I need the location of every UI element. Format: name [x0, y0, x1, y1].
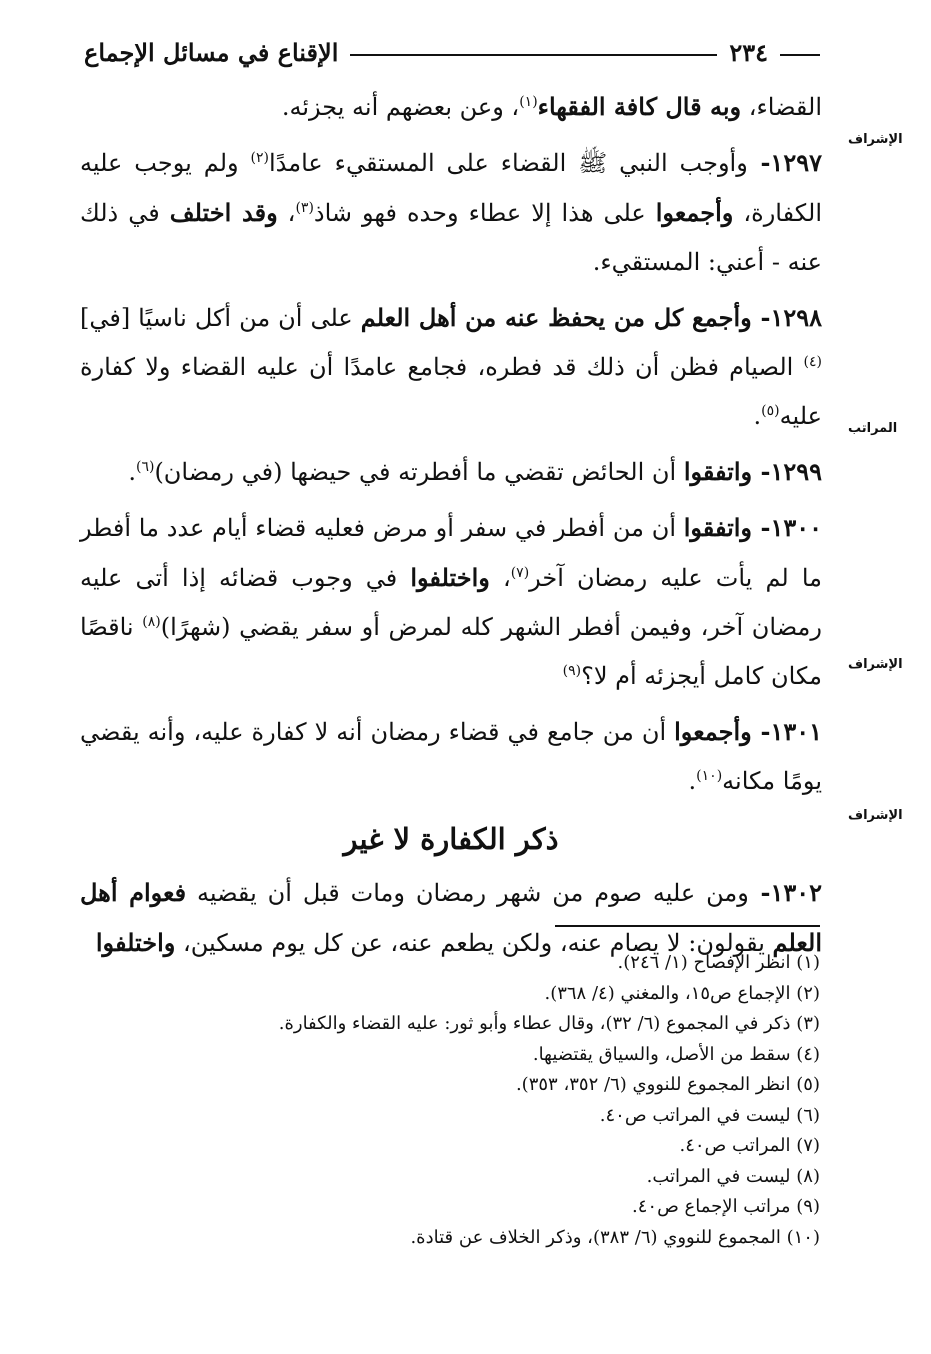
- running-header: [84, 34, 820, 70]
- footnote-ref: (٢): [250, 150, 269, 166]
- text-run: ومن عليه صوم من شهر رمضان ومات قبل أن يقضيه: [186, 879, 749, 907]
- footnote: (٧) المراتب ص٤٠.: [679, 1135, 820, 1156]
- text-run: الصيام فظن أن ذلك قد فطره، فجامع عامدًا أن عليه القضاء ولا كفارة عليه: [80, 353, 822, 430]
- footnote-ref: (١): [519, 94, 538, 110]
- header-lead-rule: [780, 54, 820, 56]
- footnote: (٤) سقط من الأصل، والسياق يقتضيها.: [532, 1043, 820, 1065]
- main-text: [80, 82, 822, 974]
- issue-number: ١٣٠٢-: [748, 878, 822, 907]
- footnote-ref: (٩): [562, 663, 582, 679]
- footnote-ref: (١٠): [696, 768, 723, 784]
- margin-label-1299: المراتب: [848, 421, 898, 436]
- bold-run: ١٣٠١- وأجمعوا: [674, 717, 822, 746]
- bold-run: واختلفوا: [410, 563, 490, 592]
- bold-run: واختلفوا: [95, 928, 176, 957]
- footnote: (٥) انظر المجموع للنووي (٦/ ٣٥٢، ٣٥٣).: [515, 1074, 820, 1095]
- text-run: على هذا إلا عطاء وحده فهو شاذ: [313, 199, 656, 227]
- footnotes: [150, 948, 820, 1253]
- text-run: في ذلك عنه - أعني: المستقيء.: [80, 199, 822, 276]
- text-run: .: [128, 458, 136, 486]
- text-run: .: [688, 767, 697, 795]
- footnote-ref: (٤): [803, 354, 822, 370]
- section-heading: ذكر الكفارة لا غير: [343, 822, 559, 856]
- footnote: (٩) مراتب الإجماع ص٤٠.: [631, 1196, 820, 1217]
- footnote: (١٠) المجموع للنووي (٦/ ٣٨٣)، وذكر الخلاف عن قتادة.: [410, 1226, 820, 1248]
- text-run: في وجوب قضائه إذا أتى عليه رمضان آخر، وفيمن أفطر الشهر كله لمرض أو سفر يقضي (شهرًا): [80, 564, 823, 641]
- bold-run: ١٢٩٩- واتفقوا: [683, 457, 822, 486]
- footnote-ref: (٧): [510, 565, 530, 581]
- paragraph-1297: [80, 138, 822, 287]
- text-run: وأوجب النبي ﷺ القضاء على المستقيء عامدًا: [269, 149, 748, 177]
- bold-run: وقد اختلف: [169, 198, 278, 227]
- text-run: أن الحائض تقضي ما أفطرته في حيضها (في رمضان): [154, 458, 684, 486]
- footnote: (١) انظر الإفصاح (١/ ٢٤٦).: [617, 952, 820, 973]
- paragraph-continuation: [80, 82, 822, 132]
- bold-run: وبه قال كافة الفقهاء: [537, 92, 742, 121]
- text-run: يقولون: لا يصام عنه، ولكن يطعم عنه، عن كل يوم مسكين،: [175, 929, 773, 957]
- footnote: (٣) ذكر في المجموع (٦/ ٣٢)، وقال عطاء وأبو ثور: عليه القضاء والكفارة.: [278, 1013, 820, 1034]
- text-run: ،: [277, 199, 296, 227]
- bold-run: وأجمعوا: [655, 198, 734, 227]
- page-number: ٢٣٤: [729, 37, 768, 67]
- text-run: ،: [489, 564, 511, 592]
- bold-run: ١٢٩٨- وأجمع كل من يحفظ عنه من أهل العلم: [360, 303, 823, 332]
- header-rule: [350, 54, 717, 56]
- bold-run: ١٣٠٠- واتفقوا: [683, 513, 823, 542]
- margin-label-1302: الإشراف: [848, 808, 903, 823]
- text-run: القضاء،: [741, 93, 822, 121]
- text-run: .: [753, 402, 762, 430]
- paragraph-1301: [80, 707, 822, 806]
- text-run: ولم يوجب عليه الكفارة،: [80, 149, 822, 227]
- footnote: (٢) الإجماع ص١٥، والمغني (٤/ ٣٦٨).: [544, 982, 820, 1004]
- footnote-ref: (٦): [135, 459, 155, 475]
- text-run: على أن من أكل ناسيًا [في]: [80, 304, 361, 332]
- text-run: أن من أفطر في سفر أو مرض فعليه قضاء أيام عدد ما أفطر ما لم يأت عليه رمضان آخر: [80, 514, 823, 592]
- paragraph-1298: [80, 293, 822, 441]
- book-title: الإقناع في مسائل الإجماع: [84, 37, 339, 67]
- footnote-separator: [555, 925, 820, 927]
- text-run: ، وعن بعضهم أنه يجزئه.: [281, 93, 520, 121]
- text-run: أن من جامع في قضاء رمضان أنه لا كفارة عليه، وأنه يقضي يومًا مكانه: [80, 718, 822, 795]
- footnote: (٦) ليست في المراتب ص٤٠.: [599, 1104, 820, 1126]
- footnote: (٨) ليست في المراتب.: [646, 1165, 820, 1187]
- issue-number: ١٢٩٧-: [747, 148, 822, 177]
- paragraph-1299: [80, 447, 822, 497]
- paragraph-1300: [80, 503, 822, 701]
- footnote-ref: (٣): [295, 200, 314, 216]
- margin-label-1297: الإشراف: [848, 132, 903, 147]
- footnote-ref: (٥): [761, 403, 780, 419]
- margin-label-1301: الإشراف: [848, 657, 903, 672]
- text-run: ناقصًا مكان كامل أيجزئه أم لا؟: [80, 613, 822, 690]
- footnote-ref: (٨): [142, 614, 161, 630]
- bold-run: فعوام أهل العلم: [80, 878, 822, 957]
